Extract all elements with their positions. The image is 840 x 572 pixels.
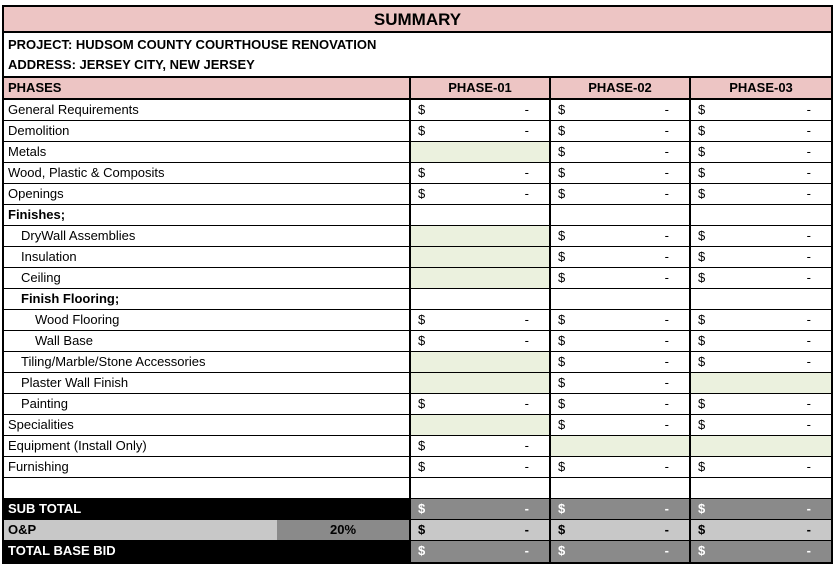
row-label-cell[interactable]: Specialities: [4, 415, 411, 435]
table-row: [4, 331, 831, 352]
amount-cell-phase-01[interactable]: [411, 100, 551, 120]
table-row: [4, 121, 831, 142]
amount-value: -: [664, 354, 669, 369]
amount-value: -: [664, 123, 669, 138]
currency-symbol: $: [418, 333, 426, 348]
amount-cell-phase-03[interactable]: [691, 394, 831, 414]
amount-cell-phase-02[interactable]: [551, 520, 691, 540]
amount-cell-phase-02[interactable]: [551, 394, 691, 414]
amount-value: -: [524, 102, 529, 117]
row-label-cell[interactable]: Insulation: [4, 247, 411, 267]
amount-value: -: [664, 228, 669, 243]
currency-symbol: $: [558, 270, 566, 285]
table-body: [4, 100, 831, 478]
amount-cell-phase-01[interactable]: [411, 184, 551, 204]
currency-symbol: $: [698, 543, 706, 558]
table-row: [4, 205, 831, 226]
table-row: [4, 289, 831, 310]
project-line: PROJECT: HUDSOM COUNTY COURTHOUSE RENOVATION: [8, 37, 377, 52]
amount-cell-phase-02[interactable]: [551, 499, 691, 519]
table-row: [4, 436, 831, 457]
currency-symbol: $: [418, 186, 426, 201]
table-row: [4, 163, 831, 184]
amount-value: -: [806, 354, 811, 369]
amount-cell-phase-01[interactable]: [411, 310, 551, 330]
table-row: [4, 247, 831, 268]
currency-symbol: $: [558, 102, 566, 117]
oandp-rate-cell[interactable]: 20%: [277, 520, 409, 540]
amount-cell-phase-03[interactable]: [691, 331, 831, 351]
currency-symbol: $: [698, 186, 706, 201]
currency-symbol: $: [418, 522, 426, 537]
amount-cell-phase-03[interactable]: [691, 373, 831, 393]
currency-symbol: $: [558, 123, 566, 138]
currency-symbol: $: [418, 312, 426, 327]
amount-cell-phase-01[interactable]: [411, 541, 551, 562]
amount-cell-phase-01[interactable]: [411, 394, 551, 414]
currency-symbol: $: [698, 270, 706, 285]
amount-cell-phase-03[interactable]: [691, 100, 831, 120]
row-label-cell[interactable]: Openings: [4, 184, 411, 204]
column-header-phases[interactable]: PHASES: [4, 78, 411, 98]
amount-value: -: [664, 543, 669, 558]
currency-symbol: $: [558, 186, 566, 201]
table-row: [4, 457, 831, 478]
amount-cell-phase-02[interactable]: [551, 247, 691, 267]
amount-cell-phase-03[interactable]: [691, 289, 831, 309]
currency-symbol: $: [418, 543, 426, 558]
amount-cell-phase-03[interactable]: [691, 457, 831, 477]
table-row: [4, 373, 831, 394]
amount-cell-phase-01[interactable]: [411, 268, 551, 288]
currency-symbol: $: [558, 375, 566, 390]
amount-value: -: [664, 186, 669, 201]
amount-cell-phase-01[interactable]: [411, 373, 551, 393]
amount-value: -: [664, 522, 669, 537]
amount-cell-phase-03[interactable]: [691, 226, 831, 246]
row-label-cell[interactable]: Finishes;: [4, 205, 411, 225]
row-label-cell[interactable]: Tiling/Marble/Stone Accessories: [4, 352, 411, 372]
amount-value: -: [664, 102, 669, 117]
amount-cell-phase-03[interactable]: [691, 184, 831, 204]
total-label-cell[interactable]: TOTAL BASE BID: [4, 541, 411, 562]
amount-value: -: [806, 459, 811, 474]
amount-cell-phase-03[interactable]: [691, 163, 831, 183]
row-label-cell[interactable]: Plaster Wall Finish: [4, 373, 411, 393]
row-label-cell[interactable]: General Requirements: [4, 100, 411, 120]
amount-value: -: [524, 396, 529, 411]
amount-cell-phase-01[interactable]: [411, 121, 551, 141]
project-info-block: [4, 33, 831, 78]
row-label-cell[interactable]: DryWall Assemblies: [4, 226, 411, 246]
amount-value: -: [524, 438, 529, 453]
amount-value: -: [806, 396, 811, 411]
amount-value: -: [806, 165, 811, 180]
amount-value: -: [806, 417, 811, 432]
currency-symbol: $: [558, 165, 566, 180]
currency-symbol: $: [418, 165, 426, 180]
currency-symbol: $: [698, 102, 706, 117]
currency-symbol: $: [558, 543, 566, 558]
amount-cell-phase-02[interactable]: [551, 121, 691, 141]
table-header-row: [4, 78, 831, 100]
row-label-cell[interactable]: Metals: [4, 142, 411, 162]
row-label-cell[interactable]: Wall Base: [4, 331, 411, 351]
amount-cell-phase-01[interactable]: [411, 436, 551, 456]
amount-cell-phase-02[interactable]: [551, 415, 691, 435]
amount-cell-phase-03[interactable]: [691, 415, 831, 435]
amount-cell-phase-03[interactable]: [691, 205, 831, 225]
amount-value: -: [806, 501, 811, 516]
spacer-cell-phase-01[interactable]: [411, 478, 551, 498]
amount-cell-phase-02[interactable]: [551, 205, 691, 225]
amount-value: -: [664, 375, 669, 390]
currency-symbol: $: [558, 249, 566, 264]
amount-value: -: [664, 417, 669, 432]
amount-cell-phase-01[interactable]: [411, 520, 551, 540]
amount-cell-phase-02[interactable]: [551, 457, 691, 477]
amount-value: -: [664, 270, 669, 285]
currency-symbol: $: [558, 312, 566, 327]
amount-cell-phase-02[interactable]: [551, 352, 691, 372]
currency-symbol: $: [558, 501, 566, 516]
amount-cell-phase-01[interactable]: [411, 499, 551, 519]
sheet-title: SUMMARY: [4, 7, 831, 33]
amount-value: -: [524, 165, 529, 180]
amount-value: -: [806, 543, 811, 558]
amount-cell-phase-02[interactable]: [551, 541, 691, 562]
amount-value: -: [806, 102, 811, 117]
amount-value: -: [664, 396, 669, 411]
currency-symbol: $: [558, 417, 566, 432]
currency-symbol: $: [558, 459, 566, 474]
amount-cell-phase-03[interactable]: [691, 268, 831, 288]
amount-value: -: [524, 501, 529, 516]
spacer-label-cell[interactable]: [4, 478, 411, 498]
amount-cell-phase-02[interactable]: [551, 436, 691, 456]
amount-value: -: [664, 165, 669, 180]
amount-value: -: [806, 144, 811, 159]
amount-cell-phase-03[interactable]: [691, 142, 831, 162]
currency-symbol: $: [698, 396, 706, 411]
currency-symbol: $: [698, 417, 706, 432]
amount-cell-phase-01[interactable]: [411, 163, 551, 183]
row-label-cell[interactable]: Painting: [4, 394, 411, 414]
amount-cell-phase-03[interactable]: [691, 310, 831, 330]
total-label-cell[interactable]: SUB TOTAL: [4, 499, 411, 519]
currency-symbol: $: [558, 228, 566, 243]
amount-cell-phase-01[interactable]: [411, 457, 551, 477]
currency-symbol: $: [698, 333, 706, 348]
currency-symbol: $: [698, 144, 706, 159]
table-row: [4, 415, 831, 436]
amount-cell-phase-03[interactable]: [691, 541, 831, 562]
column-header-phase-01[interactable]: PHASE-01: [411, 78, 551, 98]
currency-symbol: $: [698, 165, 706, 180]
currency-symbol: $: [698, 459, 706, 474]
amount-cell-phase-02[interactable]: [551, 331, 691, 351]
currency-symbol: $: [558, 396, 566, 411]
amount-value: -: [664, 249, 669, 264]
address-line: ADDRESS: JERSEY CITY, NEW JERSEY: [8, 57, 255, 72]
amount-value: -: [524, 186, 529, 201]
amount-value: -: [806, 186, 811, 201]
amount-value: -: [524, 312, 529, 327]
total-label-cell[interactable]: [4, 520, 411, 540]
currency-symbol: $: [698, 354, 706, 369]
spacer-row: [4, 478, 831, 499]
spacer-cell-phase-03[interactable]: [691, 478, 831, 498]
total-row-label: O&P: [4, 520, 277, 540]
row-label-cell[interactable]: Finish Flooring;: [4, 289, 411, 309]
amount-cell-phase-01[interactable]: [411, 331, 551, 351]
currency-symbol: $: [698, 249, 706, 264]
amount-cell-phase-03[interactable]: [691, 499, 831, 519]
currency-symbol: $: [558, 354, 566, 369]
amount-value: -: [806, 228, 811, 243]
amount-cell-phase-02[interactable]: [551, 226, 691, 246]
amount-value: -: [524, 123, 529, 138]
amount-value: -: [664, 459, 669, 474]
amount-value: -: [524, 333, 529, 348]
amount-value: -: [664, 312, 669, 327]
table-row: [4, 268, 831, 289]
amount-cell-phase-01[interactable]: [411, 205, 551, 225]
amount-cell-phase-02[interactable]: [551, 163, 691, 183]
column-header-phase-03[interactable]: PHASE-03: [729, 80, 793, 95]
amount-cell-phase-03[interactable]: [691, 247, 831, 267]
row-label-cell[interactable]: Furnishing: [4, 457, 411, 477]
spacer-cell-phase-02[interactable]: [551, 478, 691, 498]
column-header-phase-02[interactable]: PHASE-02: [551, 78, 691, 98]
amount-cell-phase-02[interactable]: [551, 184, 691, 204]
amount-cell-phase-02[interactable]: [551, 310, 691, 330]
amount-value: -: [806, 333, 811, 348]
amount-value: -: [524, 459, 529, 474]
amount-value: -: [524, 522, 529, 537]
amount-value: -: [664, 501, 669, 516]
amount-cell-phase-02[interactable]: [551, 142, 691, 162]
table-row: [4, 142, 831, 163]
row-label-cell[interactable]: Equipment (Install Only): [4, 436, 411, 456]
row-label-cell[interactable]: Ceiling: [4, 268, 411, 288]
currency-symbol: $: [698, 123, 706, 138]
amount-cell-phase-01[interactable]: [411, 415, 551, 435]
row-label-cell[interactable]: Demolition: [4, 121, 411, 141]
currency-symbol: $: [698, 228, 706, 243]
table-row: [4, 184, 831, 205]
amount-cell-phase-02[interactable]: [551, 373, 691, 393]
currency-symbol: $: [418, 123, 426, 138]
total-row-sub-total: [4, 499, 831, 520]
currency-symbol: $: [558, 333, 566, 348]
currency-symbol: $: [418, 438, 426, 453]
amount-value: -: [524, 543, 529, 558]
amount-cell-phase-02[interactable]: [551, 289, 691, 309]
total-row-o-p: [4, 520, 831, 541]
currency-symbol: $: [698, 312, 706, 327]
currency-symbol: $: [558, 144, 566, 159]
currency-symbol: $: [418, 396, 426, 411]
amount-cell-phase-03[interactable]: [691, 352, 831, 372]
currency-symbol: $: [418, 459, 426, 474]
amount-cell-phase-02[interactable]: [551, 100, 691, 120]
currency-symbol: $: [698, 501, 706, 516]
currency-symbol: $: [418, 102, 426, 117]
amount-cell-phase-01[interactable]: [411, 289, 551, 309]
table-row: [4, 352, 831, 373]
amount-cell-phase-03[interactable]: [691, 436, 831, 456]
amount-value: -: [806, 270, 811, 285]
amount-cell-phase-03[interactable]: [691, 520, 831, 540]
table-row: [4, 394, 831, 415]
amount-value: -: [806, 312, 811, 327]
amount-cell-phase-01[interactable]: [411, 142, 551, 162]
totals-section: [4, 499, 831, 562]
amount-value: -: [806, 249, 811, 264]
amount-cell-phase-01[interactable]: [411, 226, 551, 246]
amount-cell-phase-03[interactable]: [691, 121, 831, 141]
table-row: [4, 226, 831, 247]
amount-value: -: [664, 144, 669, 159]
currency-symbol: $: [698, 522, 706, 537]
amount-cell-phase-01[interactable]: [411, 247, 551, 267]
table-row: [4, 310, 831, 331]
currency-symbol: $: [558, 522, 566, 537]
row-label-cell[interactable]: Wood, Plastic & Composits: [4, 163, 411, 183]
amount-value: -: [664, 333, 669, 348]
row-label-cell[interactable]: Wood Flooring: [4, 310, 411, 330]
amount-cell-phase-01[interactable]: [411, 352, 551, 372]
table-row: [4, 100, 831, 121]
total-row-total-base-bid: [4, 541, 831, 562]
amount-cell-phase-02[interactable]: [551, 268, 691, 288]
currency-symbol: $: [418, 501, 426, 516]
amount-value: -: [806, 123, 811, 138]
summary-sheet: [2, 5, 833, 564]
amount-value: -: [806, 522, 811, 537]
